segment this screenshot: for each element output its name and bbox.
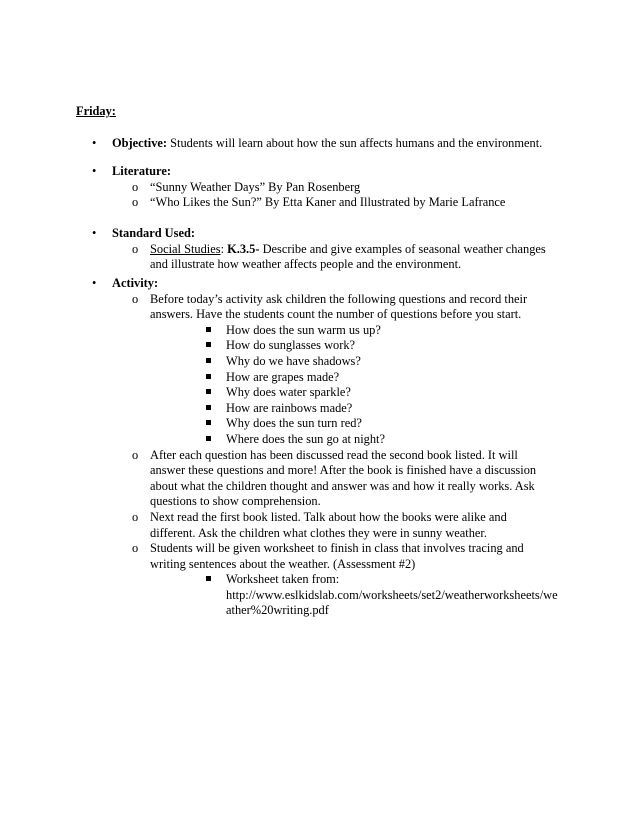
question-item xyxy=(226,432,566,448)
activity-next-line: different. Ask the children what clothes they were in sunny weather. xyxy=(150,525,487,540)
worksheet-source xyxy=(226,572,566,619)
standard-separator: : xyxy=(220,241,228,256)
question-item xyxy=(226,416,566,432)
standard-desc-1: Describe and give examples of seasonal weather changes xyxy=(259,241,546,256)
activity-row xyxy=(76,276,566,292)
square-bullet-icon xyxy=(206,576,211,581)
literature-item xyxy=(132,195,566,211)
literature-row xyxy=(76,164,566,180)
bullet-icon: • xyxy=(92,226,97,240)
worksheet-source-label: Worksheet taken from: xyxy=(226,572,340,587)
objective-text xyxy=(112,136,566,152)
activity-intro-line: answers. Have the students count the number of questions before you start. xyxy=(150,307,522,322)
question-item xyxy=(226,338,566,354)
square-bullet-icon xyxy=(206,420,211,425)
activity-worksheet-line: writing sentences about the weather. (Assessment #2) xyxy=(150,556,416,571)
square-bullet-icon xyxy=(206,436,211,441)
square-bullet-icon xyxy=(206,358,211,363)
question-text: Why does the sun turn red? xyxy=(226,416,362,431)
objective-row xyxy=(76,136,566,152)
question-text: How are grapes made? xyxy=(226,369,340,384)
bullet-icon: • xyxy=(92,164,97,178)
sub-bullet-icon: o xyxy=(132,541,139,556)
sub-bullet-icon: o xyxy=(132,195,139,210)
activity-next-line: Next read the first book listed. Talk about how the books were alike and xyxy=(150,509,507,524)
literature-item-text: “Who Likes the Sun?” By Etta Kaner and Illustrated by Marie Lafrance xyxy=(150,195,506,210)
worksheet-source-url[interactable]: http://www.eslkidslab.com/worksheets/set2/weatherworksheets/we xyxy=(226,587,558,602)
standard-section xyxy=(76,226,566,273)
square-bullet-icon xyxy=(206,342,211,347)
worksheet-source-url[interactable]: ather%20writing.pdf xyxy=(226,603,329,618)
question-item xyxy=(226,323,566,339)
standard-code: K.3.5- xyxy=(227,241,260,256)
question-item xyxy=(226,385,566,401)
activity-intro xyxy=(132,291,566,323)
question-text: How are rainbows made? xyxy=(226,400,353,415)
question-item xyxy=(226,354,566,370)
question-text: How does the sun warm us up? xyxy=(226,322,381,337)
activity-after-line: answer these questions and more! After the book is finished have a discussion xyxy=(150,463,537,478)
literature-label: Literature: xyxy=(112,164,171,178)
question-text: Why do we have shadows? xyxy=(226,353,361,368)
standard-label: Standard Used: xyxy=(112,226,195,240)
activity-next xyxy=(132,509,566,541)
activity-worksheet xyxy=(132,541,566,572)
sub-bullet-icon: o xyxy=(132,291,139,306)
activity-intro-line: Before today’s activity ask children the following questions and record their xyxy=(150,291,528,306)
objective-section xyxy=(76,136,566,152)
question-item xyxy=(226,370,566,386)
bullet-icon: • xyxy=(92,136,97,150)
activity-after-line: about what the children thought and answer was and how it really works. Ask xyxy=(150,478,535,493)
question-text: Where does the sun go at night? xyxy=(226,431,385,446)
question-item xyxy=(226,401,566,417)
activity-worksheet-line: Students will be given worksheet to finish in class that involves tracing and xyxy=(150,541,524,556)
square-bullet-icon xyxy=(206,389,211,394)
standard-row xyxy=(76,226,566,242)
literature-item xyxy=(132,179,566,196)
objective-label: Objective: xyxy=(112,136,168,150)
literature-section xyxy=(76,164,566,211)
sub-bullet-icon: o xyxy=(132,179,139,194)
sub-bullet-icon: o xyxy=(132,241,139,256)
objective-body: Students will learn about how the sun affects humans and the environment. xyxy=(167,136,543,150)
standard-desc-2: and illustrate how weather affects people and the environment. xyxy=(150,257,462,272)
activity-section xyxy=(76,276,566,619)
square-bullet-icon xyxy=(206,405,211,410)
square-bullet-icon xyxy=(206,374,211,379)
question-text: Why does water sparkle? xyxy=(226,385,351,400)
page-heading: Friday: xyxy=(76,104,116,118)
square-bullet-icon xyxy=(206,327,211,332)
standard-subject: Social Studies xyxy=(150,241,221,256)
sub-bullet-icon: o xyxy=(132,447,139,462)
standard-item xyxy=(132,241,566,273)
bullet-icon: • xyxy=(92,276,97,290)
activity-after-line: After each question has been discussed read the second book listed. It will xyxy=(150,447,518,462)
question-text: How do sunglasses work? xyxy=(226,338,356,353)
activity-label: Activity: xyxy=(112,276,159,290)
sub-bullet-icon: o xyxy=(132,509,139,524)
activity-after xyxy=(132,447,566,510)
activity-after-line: questions to show comprehension. xyxy=(150,494,321,509)
literature-item-text: “Sunny Weather Days” By Pan Rosenberg xyxy=(150,179,361,194)
